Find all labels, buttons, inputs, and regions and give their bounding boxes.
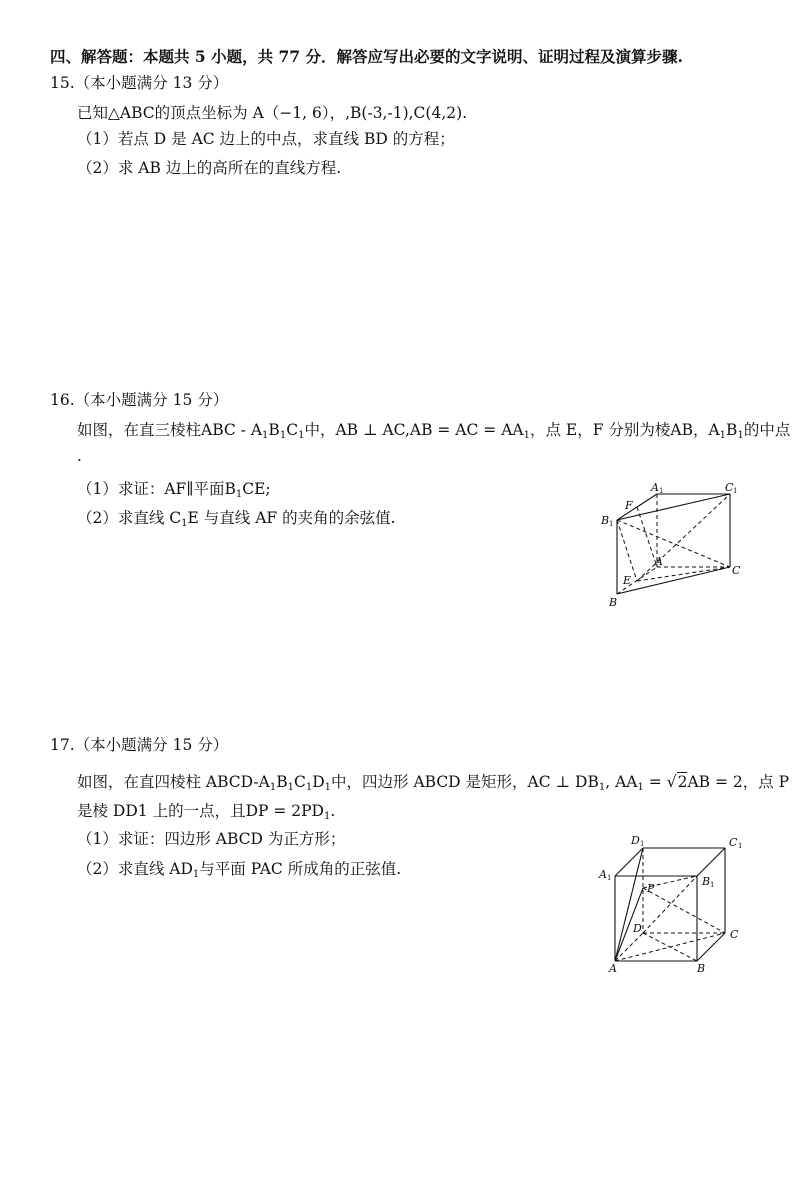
q16-label-a1-sub: 1 [659,487,664,495]
q16-stem-end: . [77,447,82,465]
q17-sqrt-radicand: 2 [677,773,688,791]
q17-part2: （2）求直线 $AD_1$与平面 PAC 所成角的正弦值. [77,860,402,880]
q16-label-f: F [625,499,633,512]
q16-header [50,390,228,410]
q17-stem-text-b: 中，四边形 ABCD 是矩形，AC ⊥ DB [331,773,599,791]
q17-part1: （1）求证：四边形 ABCD 为正方形； [77,830,346,848]
q17-label-a1: A [599,868,607,881]
q17-stem-text-a: 如图，在直四棱柱 ABCD-A [77,773,270,791]
q16-label-b1: B [601,514,610,527]
q16-stem-text-b: 中，AB ⊥ AC,AB = AC = AA [304,421,524,439]
q16-part2: （2）求直线 $C_1E$ 与直线 AF 的夹角的余弦值. [77,509,396,529]
q16-score: （本小题满分 15 分） [74,391,229,409]
q17-label-a: A [609,962,617,975]
q17-stem-text-e: AB = 2，点 P [687,773,790,791]
q16-label-a1: A [651,481,659,494]
q16-stem-text-c: ，点 E，F 分别为棱AB，A [529,421,720,439]
q17-score: （本小题满分 15 分） [74,736,229,754]
q16-label-c1: C [725,481,734,494]
q17-label-c: C [730,928,739,941]
q15-stem: 已知△ABC的顶点坐标为 A（−1, 6），,B(-3,-1),C(4,2). [77,104,468,122]
q15-score: （本小题满分 13 分） [74,74,229,92]
q16-number: 16. [50,391,75,409]
q16-stem: 如图，在直三棱柱ABC - $A_1B_1C_1$中，AB ⊥ AC,AB = AC = $AA_1$，点 E，F 分别为棱AB，$A_1B_1$的中点 [77,421,791,441]
q16-stem-text-a: 如图，在直三棱柱 [77,421,202,439]
q17-stem-text-c: , AA [605,773,638,791]
q16-part1-text-a: （1）求证：AF∥平面B [77,480,236,498]
q17-line2-text-a: 是棱 DD1 上的一点，且DP = 2PD [77,802,324,820]
q17-label-b1-sub: 1 [710,881,715,889]
q16-label-b: B [609,596,618,609]
q16-label-e: E [623,574,632,587]
section-heading: 四、解答题：本题共 5 小题，共 77 分．解答应写出必要的文字说明、证明过程及演算步骤. [50,47,683,66]
q16-label-b1-sub: 1 [609,520,614,528]
q17-label-d1: D [631,834,640,847]
q17-part2-text-a: （2）求直线 AD [77,860,193,878]
q17-label-b1: B [702,875,711,888]
q17-line2-text-b: . [330,802,336,820]
q15-part2: （2）求 AB 边上的高所在的直线方程. [77,159,342,177]
q17-stem-text-d: = [643,773,667,791]
q17-label-d1-sub: 1 [640,840,645,848]
q16-stem-text-d: 的中点 [743,421,791,439]
q17-label-c1-sub: 1 [738,842,743,850]
q15-header [50,73,228,93]
q16-part1-text-b: CE; [242,480,271,498]
q17-label-c1: C [729,836,738,849]
q17-label-b: B [697,962,706,975]
q17-prism-figure [595,828,750,978]
q16-label-c: C [732,564,741,577]
q17-stem-line2: 是棱 DD1 上的一点，且DP = $2PD_1$. [77,802,336,822]
q15-number: 15. [50,74,75,92]
q16-part2-text-b: E 与直线 AF 的夹角的余弦值. [187,509,396,527]
q17-part2-text-b: 与平面 PAC 所成角的正弦值. [199,860,402,878]
q17-stem: 如图，在直四棱柱 ABCD-$A_1B_1C_1D_1$中，四边形 ABCD 是矩形，AC ⊥ $DB_1$, $AA_1 = √2AB = 2$，点 P [77,773,790,793]
q16-part1: （1）求证：AF∥平面$B_1CE$; [77,480,271,500]
q17-label-d: D [633,922,642,935]
q17-label-a1-sub: 1 [607,874,612,882]
q16-prism-name: ABC - A [201,421,263,439]
q17-label-p: P [647,882,655,895]
q15-part1: （1）若点 D 是 AC 边上的中点，求直线 BD 的方程； [77,130,455,148]
q16-prism-figure [595,478,750,613]
q17-number: 17. [50,736,75,754]
q16-label-a: A [655,555,663,568]
q16-part2-text-a: （2）求直线 C [77,509,182,527]
q16-label-c1-sub: 1 [733,487,738,495]
q17-header [50,735,228,755]
